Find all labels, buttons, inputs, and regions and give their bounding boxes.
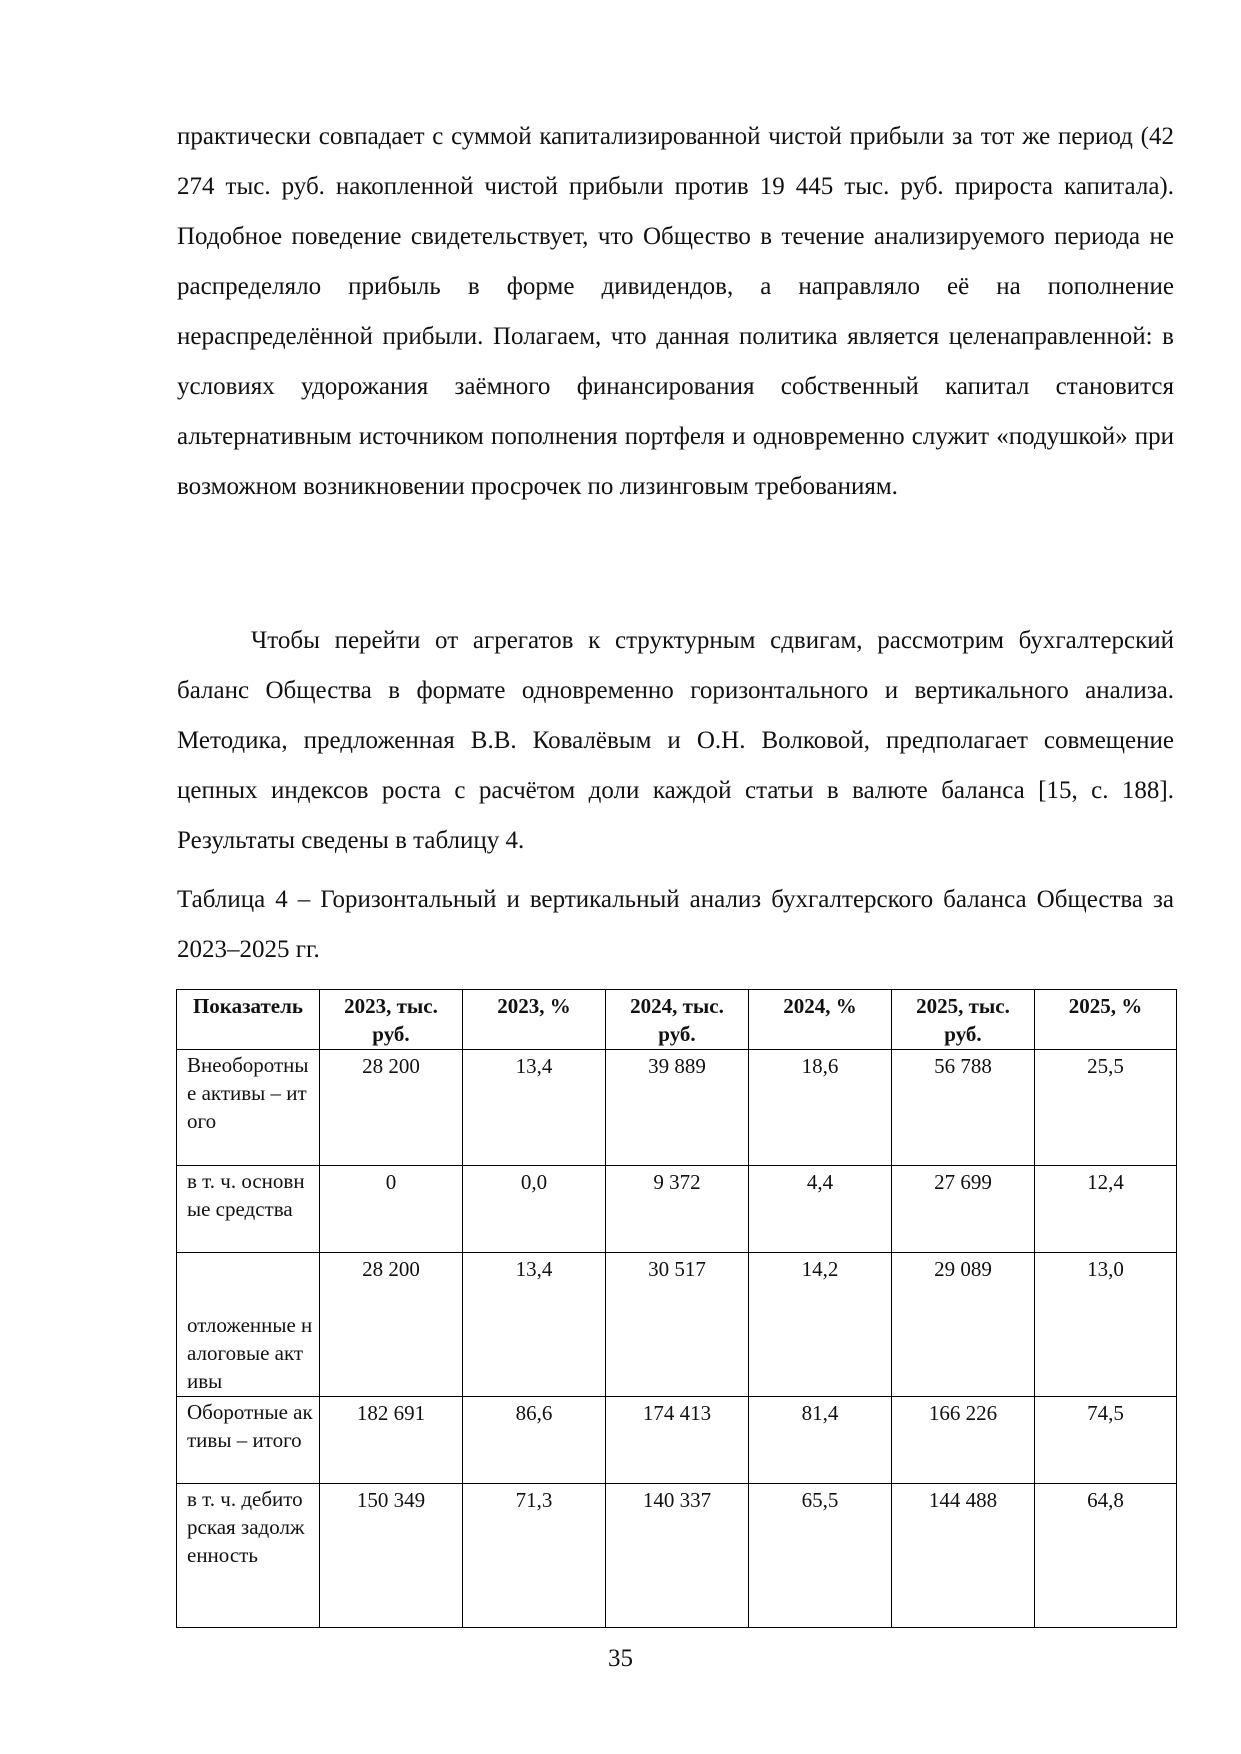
cell-value: 25,5 [1035, 1050, 1177, 1166]
table-caption [177, 875, 1174, 975]
cell-value: 13,4 [463, 1253, 606, 1397]
paragraph-intro-table [177, 616, 1174, 866]
header-2025-value: 2025, тыс. руб. [892, 990, 1035, 1050]
row-label: Оборотные активы – итого [177, 1397, 320, 1484]
paragraph-text: Чтобы перейти от агрегатов к структурным сдвигам, рассмотрим бухгалтерский баланс Общества в формате одновременно горизонтального и вертикального анализа. Методика, предложенная В.В. Ковалёвым и О.Н. Волковой, предполагает совмещение цепных индексов роста с расчётом доли каждой статьи в валюте баланса [15, с. 188]. Результаты сведены в таблицу 4. [177, 627, 1174, 854]
cell-value: 13,4 [463, 1050, 606, 1166]
balance-analysis-table [176, 989, 1177, 1628]
cell-value: 18,6 [749, 1050, 892, 1166]
table-row [177, 1166, 1177, 1253]
table-row [177, 1397, 1177, 1484]
cell-value: 65,5 [749, 1484, 892, 1628]
cell-value: 140 337 [606, 1484, 749, 1628]
table-header-row [177, 990, 1177, 1050]
header-2025-share: 2025, % [1035, 990, 1177, 1050]
cell-value: 12,4 [1035, 1166, 1177, 1253]
cell-value: 27 699 [892, 1166, 1035, 1253]
cell-value: 86,6 [463, 1397, 606, 1484]
cell-value: 150 349 [320, 1484, 463, 1628]
cell-value: 30 517 [606, 1253, 749, 1397]
table-row [177, 1050, 1177, 1166]
cell-value: 174 413 [606, 1397, 749, 1484]
cell-value: 28 200 [320, 1050, 463, 1166]
cell-value: 4,4 [749, 1166, 892, 1253]
cell-value: 166 226 [892, 1397, 1035, 1484]
paragraph-continued [177, 112, 1174, 512]
cell-value: 71,3 [463, 1484, 606, 1628]
header-2023-value: 2023, тыс. руб. [320, 990, 463, 1050]
cell-value: 0 [320, 1166, 463, 1253]
cell-value: 74,5 [1035, 1397, 1177, 1484]
cell-value: 56 788 [892, 1050, 1035, 1166]
row-label: отложенные налоговые активы [177, 1253, 320, 1397]
cell-value: 13,0 [1035, 1253, 1177, 1397]
cell-value: 0,0 [463, 1166, 606, 1253]
page-number: 35 [608, 1645, 633, 1672]
cell-value: 144 488 [892, 1484, 1035, 1628]
cell-value: 182 691 [320, 1397, 463, 1484]
row-label: в т. ч. основные средства [177, 1166, 320, 1253]
row-label: в т. ч. дебиторская задолженность [177, 1484, 320, 1628]
header-indicator: Показатель [177, 990, 320, 1050]
table-row [177, 1484, 1177, 1628]
header-2023-share: 2023, % [463, 990, 606, 1050]
header-2024-value: 2024, тыс. руб. [606, 990, 749, 1050]
cell-value: 14,2 [749, 1253, 892, 1397]
cell-value: 81,4 [749, 1397, 892, 1484]
cell-value: 9 372 [606, 1166, 749, 1253]
cell-value: 29 089 [892, 1253, 1035, 1397]
cell-value: 28 200 [320, 1253, 463, 1397]
table-row [177, 1253, 1177, 1397]
header-2024-share: 2024, % [749, 990, 892, 1050]
paragraph-text: практически совпадает с суммой капитализированной чистой прибыли за тот же период (42 274 тыс. руб. накопленной чистой прибыли против 19 445 тыс. руб. прироста капитала). Подобное поведение свидетельствует, что Общество в течение анализируемого периода не распределяло прибыль в форме дивидендов, а направляло её на пополнение нераспределённой прибыли. Полагаем, что данная политика является целенаправленной: в условиях удорожания заёмного финансирования собственный капитал становится альтернативным источником пополнения портфеля и одновременно служит «подушкой» при возможном возникновении просрочек по лизинговым требованиям. [177, 123, 1174, 500]
row-label: Внеоборотные активы – итого [177, 1050, 320, 1166]
cell-value: 64,8 [1035, 1484, 1177, 1628]
cell-value: 39 889 [606, 1050, 749, 1166]
table-caption-text: Таблица 4 – Горизонтальный и вертикальный анализ бухгалтерского баланса Общества за 2023–2025 гг. [177, 886, 1174, 963]
